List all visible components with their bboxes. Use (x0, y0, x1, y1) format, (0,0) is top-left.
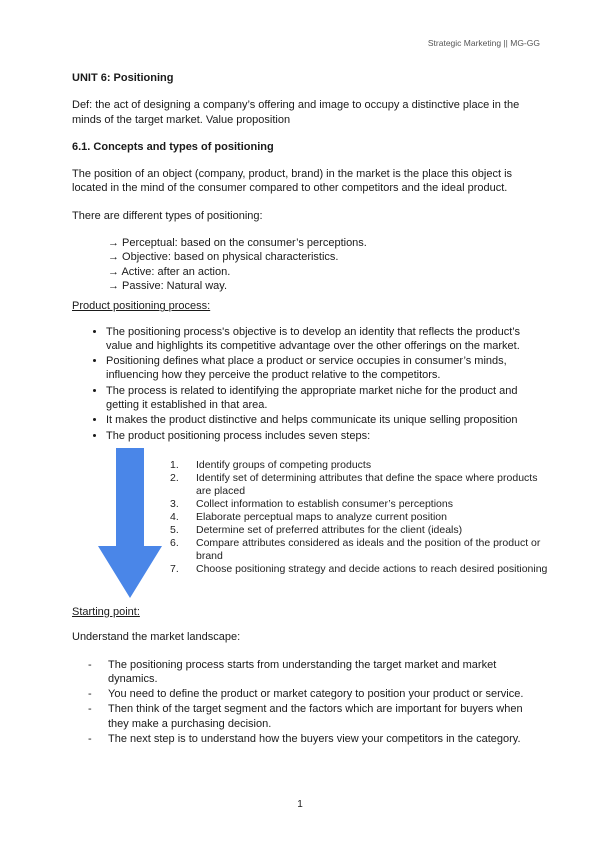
dash-item (72, 702, 538, 731)
step-item (170, 563, 550, 576)
starting-intro: Understand the market landscape: (72, 631, 241, 644)
step-number: 3. (170, 498, 179, 511)
document-body (72, 71, 538, 444)
step-text: Determine set of preferred attributes for the client (ideals) (196, 524, 463, 537)
step-item (170, 498, 550, 511)
types-intro: There are different types of positioning: (72, 209, 263, 222)
definition-text: Def: the act of designing a company’s offering and image to occupy a distinctive place in the minds of the target market. Value proposition (72, 99, 520, 126)
page-number: 1 (297, 799, 303, 810)
starting-dash-list (72, 658, 538, 747)
dash-item (72, 732, 538, 746)
step-text: Identify set of determining attributes that define the space where products are placed (196, 472, 538, 498)
bullet-item: • The product positioning process includes seven steps: (106, 429, 538, 443)
step-item (170, 524, 550, 537)
starting-heading: Starting point: (72, 606, 140, 618)
type-item: → Active: after an action. (108, 265, 231, 278)
dash-marker: - (88, 733, 92, 746)
step-text: Collect information to establish consumer’s perceptions (196, 498, 453, 511)
step-text: Choose positioning strategy and decide actions to reach desired positioning (196, 563, 548, 576)
step-number: 7. (170, 563, 179, 576)
steps-list (170, 459, 550, 576)
dash-marker: - (88, 658, 92, 671)
bullet-item: • It makes the product distinctive and helps communicate its unique selling proposition (106, 413, 538, 427)
step-item (170, 511, 550, 524)
step-number: 5. (170, 524, 179, 537)
bullet-item: • The process is related to identifying the appropriate market niche for the product and getting it established in that area. (106, 384, 538, 413)
positioning-types-list (72, 236, 538, 293)
process-bullet-list (72, 325, 538, 443)
step-number: 2. (170, 472, 179, 485)
down-arrow-icon (98, 448, 162, 598)
dash-marker: - (88, 688, 92, 701)
step-text: Identify groups of competing products (196, 459, 372, 471)
unit-title: UNIT 6: Positioning (72, 72, 174, 84)
dash-item-text: You need to define the product or market category to position your product or service. (108, 688, 524, 701)
step-text: Elaborate perceptual maps to analyze current position (196, 511, 447, 524)
steps-diagram (98, 448, 548, 598)
step-item (170, 459, 550, 472)
dash-item-text: The next step is to understand how the buyers view your competitors in the category. (108, 733, 521, 746)
step-number: 1. (170, 459, 179, 471)
starting-point-section (72, 605, 538, 747)
dash-item-text: The positioning process starts from understanding the target market and market dynamics. (108, 658, 497, 685)
type-item: → Passive: Natural way. (108, 279, 228, 292)
dash-item-text: Then think of the target segment and the factors which are important for buyers when they make a purchasing decision. (108, 703, 523, 730)
dash-item (72, 658, 538, 687)
dash-marker: - (88, 703, 92, 716)
type-item: → Objective: based on physical characteristics. (108, 251, 339, 264)
type-item: → Perceptual: based on the consumer’s perceptions. (108, 237, 367, 250)
step-item (170, 472, 550, 498)
step-number: 6. (170, 537, 179, 550)
bullet-item: • The positioning process's objective is to develop an identity that reflects the product’s value and highlights its competitive advantage over the other offerings on the market. (106, 325, 538, 354)
section-title: 6.1. Concepts and types of positioning (72, 140, 274, 153)
dash-item (72, 687, 538, 701)
concept-paragraph: The position of an object (company, product, brand) in the market is the place this object is located in the mind of the consumer compared to other competitors and the ideal product. (72, 168, 513, 195)
step-item (170, 537, 550, 563)
process-heading: Product positioning process: (72, 300, 211, 313)
page-header: Strategic Marketing || MG-GG (427, 38, 540, 48)
step-number: 4. (170, 511, 179, 524)
step-text: Compare attributes considered as ideals and the position of the product or brand (196, 537, 541, 563)
bullet-item: • Positioning defines what place a product or service occupies in consumer’s minds, influencing how they perceive the product relative to the competitors. (106, 354, 538, 383)
